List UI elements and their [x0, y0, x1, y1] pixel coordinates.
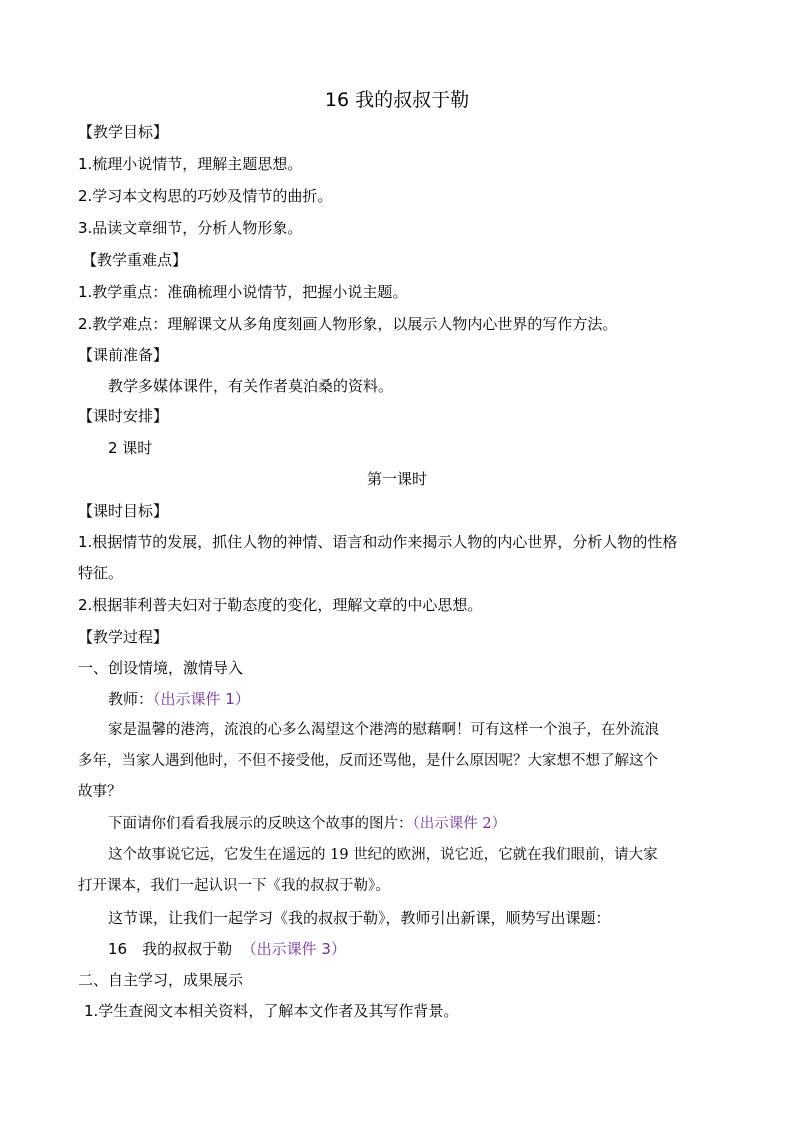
prep-text: 教学多媒体课件，有关作者莫泊桑的资料。	[108, 377, 394, 395]
schedule-text: 2 课时	[108, 439, 153, 457]
key-points-heading: 【教学重难点】	[82, 251, 188, 269]
page-title: 16 我的叔叔于勒	[324, 89, 470, 111]
topic-text: 16 我的叔叔于勒	[108, 940, 233, 958]
lesson-title: 第一课时	[366, 470, 427, 488]
paragraph-3-line-1: 这个故事说它远，它发生在遥远的 19 世纪的欧洲，说它近，它就在我们眼前，请大家	[108, 847, 658, 863]
courseware-3-note: （出示课件 3）	[241, 940, 346, 958]
topic-line	[108, 939, 346, 959]
courseware-2-note: （出示课件 2）	[412, 816, 507, 832]
lesson-goal-2: 2.根据菲利普夫妇对于勒态度的变化，理解文章的中心思想。	[78, 596, 483, 614]
courseware-1-note: （出示课件 1）	[153, 690, 250, 708]
section-1-heading: 一、创设情境，激情导入	[78, 659, 244, 677]
goals-heading: 【教学目标】	[78, 123, 169, 141]
goal-item-3: 3.品读文章细节，分析人物形象。	[78, 219, 303, 237]
lesson-goal-1-line-1: 1.根据情节的发展，抓住人物的神情、语言和动作来揭示人物的内心世界，分析人物的性格	[78, 533, 678, 551]
key-point-2: 2.教学难点：理解课文从多角度刻画人物形象，以展示人物内心世界的写作方法。	[78, 315, 618, 333]
paragraph-2-text: 下面请你们看看我展示的反映这个故事的图片：	[108, 816, 413, 832]
teacher-line	[108, 689, 250, 709]
section-2-heading: 二、自主学习，成果展示	[78, 971, 244, 989]
prep-heading: 【课前准备】	[78, 346, 169, 364]
paragraph-1-line-3: 故事？	[78, 784, 122, 800]
goal-item-2: 2.学习本文构思的巧妙及情节的曲折。	[78, 187, 333, 205]
paragraph-4: 这节课，让我们一起学习《我的叔叔于勒》，教师引出新课，顺势写出课题：	[108, 909, 611, 927]
schedule-heading: 【课时安排】	[78, 407, 169, 425]
section-2-item-1: 1.学生查阅文本相关资料，了解本文作者及其写作背景。	[84, 1002, 459, 1020]
paragraph-3-line-2: 打开课本，我们一起认识一下《我的叔叔于勒》。	[78, 878, 390, 894]
paragraph-1-line-1: 家是温馨的港湾，流浪的心多么渴望这个港湾的慰藉啊！可有这样一个浪子，在外流浪	[108, 722, 659, 738]
teacher-label: 教师：	[108, 690, 154, 708]
key-point-1: 1.教学重点：准确梳理小说情节，把握小说主题。	[78, 283, 408, 301]
lesson-goals-heading: 【课时目标】	[78, 502, 169, 520]
process-heading: 【教学过程】	[78, 628, 169, 646]
paragraph-2	[108, 814, 506, 834]
paragraph-1-line-2: 多年，当家人遇到他时，不但不接受他，反而还骂他，是什么原因呢？大家想不想了解这个	[78, 753, 658, 769]
goal-item-1: 1.梳理小说情节，理解主题思想。	[78, 155, 303, 173]
lesson-goal-1-line-2: 特征。	[78, 564, 124, 582]
